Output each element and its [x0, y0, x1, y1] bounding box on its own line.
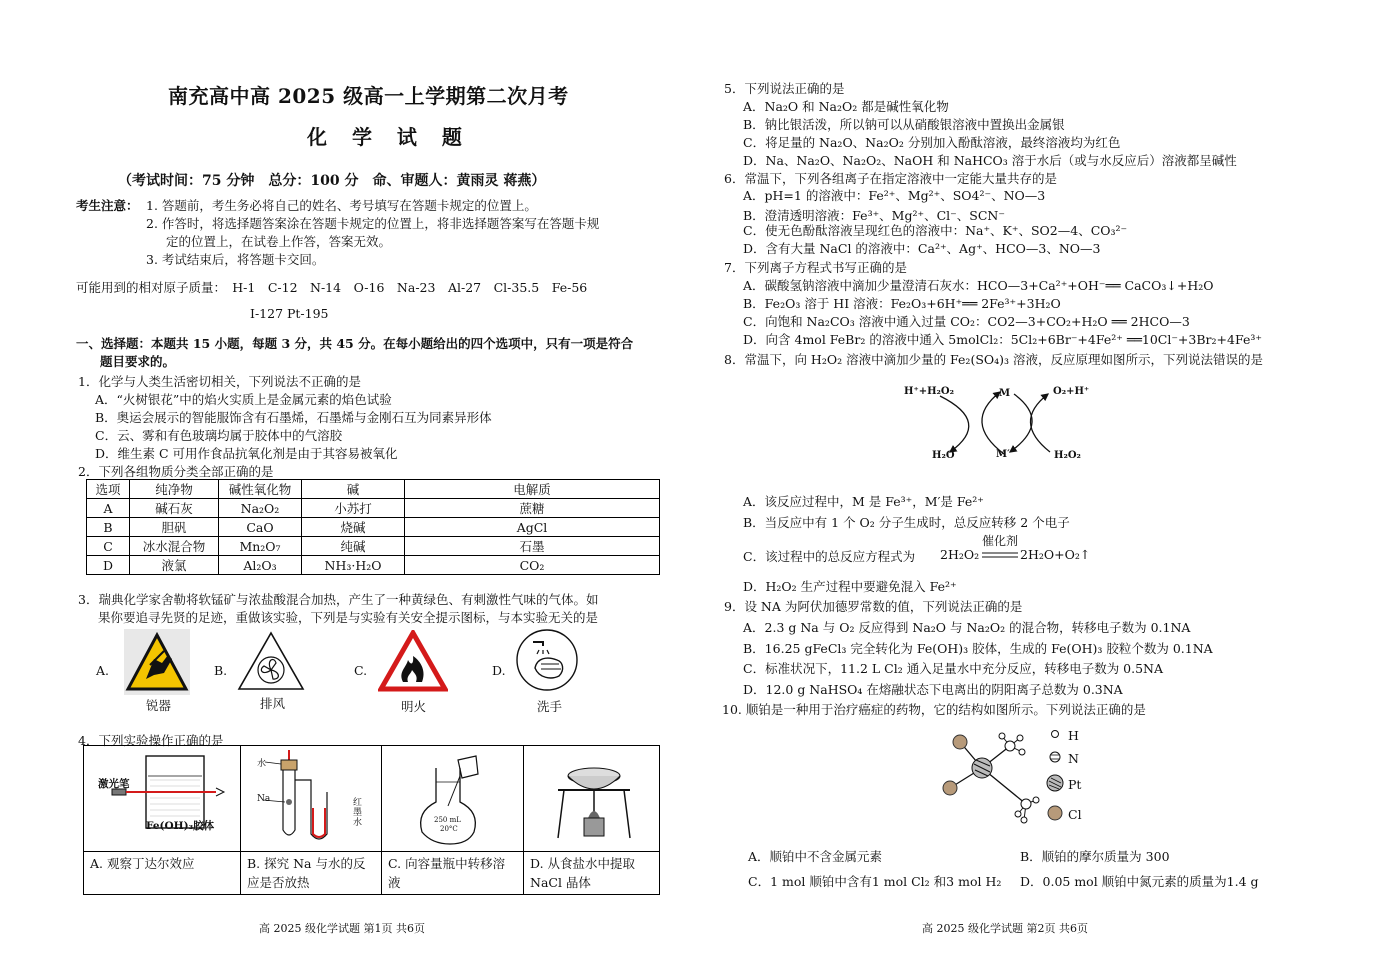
- equation-arrow-icon: [982, 551, 1018, 559]
- q4-caption-c: C. 向容量瓶中转移溶液: [382, 852, 524, 895]
- exam-subject: 化 学 试 题: [307, 125, 471, 149]
- q6-option-a: A．pH=1 的溶液中：Fe²⁺、Mg²⁺、SO4²⁻、NO—3: [743, 188, 1046, 203]
- q8-diagram-bottom-right: H₂O₂: [1054, 450, 1081, 461]
- table-cell: Na₂O₂: [219, 499, 302, 518]
- table-header: 电解质: [405, 480, 660, 499]
- q7-option-c: C．向饱和 Na₂CO₃ 溶液中通入过量 CO₂：CO2—3+CO₂+H₂O ══ 2HCO—3: [743, 314, 1190, 329]
- table-cell: 蔗糖: [405, 499, 660, 518]
- exhaust-fan-icon: [236, 630, 306, 692]
- q3-option-d-letter: D.: [492, 663, 506, 678]
- q9-option-b: B．16.25 gFeCl₃ 完全转化为 Fe(OH)₃ 胶体，生成的 Fe(OH)₃ 胶粒个数为 0.1NA: [743, 641, 1213, 656]
- q4-label-flask: 250 mL: [434, 816, 461, 824]
- q10-option-c: C．1 mol 顺铂中含有1 mol Cl₂ 和3 mol H₂: [748, 874, 1002, 889]
- table-cell: AgCl: [405, 518, 660, 537]
- q5-option-b: B．钠比银活泼，所以钠可以从硝酸银溶液中置换出金属银: [743, 117, 1065, 132]
- q4-figure-c: [382, 746, 524, 852]
- q2-table: [86, 479, 660, 575]
- q1-option-a: A．“火树银花”中的焰火实质上是金属元素的焰色试验: [95, 392, 392, 407]
- q7-option-d: D．向含 4mol FeBr₂ 的溶液中通入 5molCl₂：5Cl₂+6Br⁻+4Fe²⁺ ══10Cl⁻+3Br₂+4Fe³⁺: [743, 332, 1262, 347]
- q4-label-temp: 20°C: [440, 825, 458, 833]
- atom-legend-icons: [1046, 726, 1066, 826]
- volumetric-flask-figure: [382, 746, 521, 852]
- evaporating-dish-figure: [524, 746, 664, 852]
- q8-option-d: D．H₂O₂ 生产过程中要避免混入 Fe²⁺: [743, 579, 957, 594]
- table-cell: B: [87, 518, 130, 537]
- q8-option-b: B．当反应中有 1 个 O₂ 分子生成时，总反应转移 2 个电子: [743, 515, 1070, 530]
- table-cell: CaO: [219, 518, 302, 537]
- q6-option-b: B．澄清透明溶液：Fe³⁺、Mg²⁺、Cl⁻、SCN⁻: [743, 208, 1005, 223]
- q4-label-laser: 激光笔: [98, 778, 130, 790]
- q4-figure-row: [84, 746, 660, 852]
- table-cell: CO₂: [405, 556, 660, 575]
- table-cell: NH₃·H₂O: [302, 556, 405, 575]
- table-row: [87, 518, 660, 537]
- q4-label-colloid: Fe(OH)₃胶体: [146, 820, 215, 832]
- table-cell: Al₂O₃: [219, 556, 302, 575]
- q3-option-a-letter: A.: [96, 663, 110, 678]
- q4-label-water: 水: [257, 759, 267, 769]
- q8-diagram-bottom-left: H₂O: [932, 450, 955, 461]
- table-cell: D: [87, 556, 130, 575]
- table-cell: 冰水混合物: [130, 537, 219, 556]
- q8-diagram-m: M: [999, 388, 1011, 399]
- notice-2-cont: 定的位置上，在试卷上作答，答案无效。: [166, 234, 392, 249]
- atomic-masses-2: I-127 Pt-195: [250, 306, 329, 321]
- q4-label-red-ink: 红墨水: [353, 798, 363, 828]
- table-cell: 纯碱: [302, 537, 405, 556]
- table-row: [87, 556, 660, 575]
- q8-option-c: C．该过程中的总反应方程式为: [743, 549, 916, 564]
- table-cell: 碱石灰: [130, 499, 219, 518]
- table-cell: Mn₂O₇: [219, 537, 302, 556]
- q9-stem: 9．设 NA 为阿伏加德罗常数的值，下列说法正确的是: [724, 599, 1023, 614]
- q1-option-b: B．奥运会展示的智能服饰含有石墨烯，石墨烯与金刚石互为同素异形体: [95, 410, 492, 425]
- table-cell: A: [87, 499, 130, 518]
- open-flame-warning-icon: [378, 630, 448, 692]
- section-1-heading: 一、选择题：本题共 15 小题，每题 3 分，共 45 分。在每小题给出的四个选项中，只有一项是符合: [76, 336, 634, 351]
- q3-stem-2: 果你要追寻先贤的足迹，重做该实验，下列是与实验有关安全提示图标，与本实验无关的是: [98, 610, 599, 625]
- q8-equation-catalyst: 催化剂: [982, 534, 1019, 548]
- q4-caption-row: [84, 852, 660, 895]
- q4-caption-b: B. 探究 Na 与水的反应是否放热: [241, 852, 382, 895]
- notice-1: 1. 答题前，考生务必将自己的姓名、考号填写在答题卡规定的位置上。: [146, 198, 537, 213]
- q4-stem: 4．下列实验操作正确的是: [78, 733, 224, 748]
- q4-figure-b: [241, 746, 382, 852]
- q6-option-d: D．含有大量 NaCl 的溶液中：Ca²⁺、Ag⁺、HCO—3、NO—3: [743, 241, 1101, 256]
- legend-pt: Pt: [1068, 777, 1082, 792]
- table-header-row: [87, 480, 660, 499]
- q3-option-b-letter: B.: [214, 663, 228, 678]
- q4-caption-d: D. 从食盐水中提取 NaCl 晶体: [524, 852, 660, 895]
- legend-n: N: [1068, 751, 1079, 766]
- q8-stem: 8．常温下，向 H₂O₂ 溶液中滴加少量的 Fe₂(SO₄)₃ 溶液，反应原理如图所示，下列说法错误的是: [724, 352, 1264, 367]
- cisplatin-structure-figure: [940, 726, 1040, 826]
- q4-label-na: Na: [257, 794, 271, 804]
- q6-option-c: C．使无色酚酞溶液呈现红色的溶液中：Na⁺、K⁺、SO2—4、CO₃²⁻: [743, 223, 1128, 238]
- q8-equation-right: 2H₂O+O₂↑: [1020, 547, 1091, 562]
- q8-diagram-top-right: O₂+H⁺: [1053, 386, 1090, 397]
- table-cell: 液氯: [130, 556, 219, 575]
- q9-option-c: C．标准状况下，11.2 L Cl₂ 通入足量水中充分反应，转移电子数为 0.5NA: [743, 661, 1164, 676]
- q3-option-c-caption: 明火: [401, 699, 427, 714]
- table-cell: 石墨: [405, 537, 660, 556]
- footer-right: 高 2025 级化学试题 第2页 共6页: [922, 922, 1088, 935]
- section-1-heading-2: 题目要求的。: [100, 354, 176, 369]
- q5-option-c: C．将足量的 Na₂O、Na₂O₂ 分别加入酚酞溶液，最终溶液均为红色: [743, 135, 1121, 150]
- table-row: [87, 537, 660, 556]
- q3-stem: 3．瑞典化学家舍勒将软锰矿与浓盐酸混合加热，产生了一种黄绿色、有刺激性气味的气体。如: [78, 592, 599, 607]
- q7-option-a: A．碳酸氢钠溶液中滴加少量澄清石灰水：HCO—3+Ca²⁺+OH⁻══ CaCO₃↓+H₂O: [743, 278, 1214, 293]
- sharp-object-warning-icon: [124, 629, 190, 695]
- notice-label: 考生注意：: [76, 198, 139, 213]
- q7-stem: 7．下列离子方程式书写正确的是: [724, 260, 907, 275]
- q8-diagram-top-left: H⁺+H₂O₂: [904, 386, 955, 397]
- q1-option-c: C．云、雾和有色玻璃均属于胶体中的气溶胶: [95, 428, 343, 443]
- exam-title: 南充高中高 2025 级高一上学期第二次月考: [168, 84, 569, 108]
- legend-h: H: [1068, 728, 1079, 743]
- table-cell: 小苏打: [302, 499, 405, 518]
- table-row: [87, 499, 660, 518]
- footer-left: 高 2025 级化学试题 第1页 共6页: [259, 922, 425, 935]
- table-header: 选项: [87, 480, 130, 499]
- q7-option-b: B．Fe₂O₃ 溶于 HI 溶液：Fe₂O₃+6H⁺══ 2Fe³⁺+3H₂O: [743, 296, 1061, 311]
- table-cell: 胆矾: [130, 518, 219, 537]
- table-header: 碱: [302, 480, 405, 499]
- atomic-masses: 可能用到的相对原子质量： H-1 C-12 N-14 O-16 Na-23 Al-27 Cl-35.5 Fe-56: [76, 280, 588, 295]
- q10-option-d: D．0.05 mol 顺铂中氮元素的质量为1.4 g: [1020, 874, 1259, 889]
- q8-equation-left: 2H₂O₂: [940, 547, 980, 562]
- q8-diagram-m-prime: M′: [996, 449, 1010, 460]
- q8-option-a: A．该反应过程中，M 是 Fe³⁺，M′是 Fe²⁺: [743, 494, 984, 509]
- q1-option-d: D．维生素 C 可用作食品抗氧化剂是由于其容易被氧化: [95, 446, 398, 461]
- q5-option-d: D．Na、Na₂O、Na₂O₂、NaOH 和 NaHCO₃ 溶于水后（或与水反应后）溶液都呈碱性: [743, 153, 1237, 168]
- notice-2: 2. 作答时，将选择题答案涂在答题卡规定的位置上，将非选择题答案写在答题卡规: [146, 216, 600, 231]
- q4-figure-a: [84, 746, 241, 852]
- exam-info: （考试时间：75 分钟 总分：100 分 命、审题人：黄雨灵 蒋燕）: [118, 173, 546, 189]
- q4-figure-d: [524, 746, 660, 852]
- notice-3: 3. 考试结束后，将答题卡交回。: [146, 252, 325, 267]
- q9-option-d: D．12.0 g NaHSO₄ 在熔融状态下电离出的阴阳离子总数为 0.3NA: [743, 682, 1123, 697]
- q2-stem: 2．下列各组物质分类全部正确的是: [78, 464, 274, 479]
- q4-caption-a: A. 观察丁达尔效应: [84, 852, 241, 895]
- q3-option-c-letter: C.: [354, 663, 368, 678]
- table-cell: C: [87, 537, 130, 556]
- q3-option-b-caption: 排风: [260, 696, 286, 711]
- q10-option-b: B．顺铂的摩尔质量为 300: [1020, 849, 1170, 864]
- q10-stem: 10. 顺铂是一种用于治疗癌症的药物，它的结构如图所示。下列说法正确的是: [722, 702, 1146, 717]
- q1-stem: 1．化学与人类生活密切相关，下列说法不正确的是: [78, 374, 361, 389]
- table-cell: 烧碱: [302, 518, 405, 537]
- q6-stem: 6．常温下，下列各组离子在指定溶液中一定能大量共存的是: [724, 171, 1057, 186]
- q5-stem: 5．下列说法正确的是: [724, 81, 845, 96]
- q3-option-a-caption: 锐器: [146, 698, 172, 713]
- q9-option-a: A．2.3 g Na 与 O₂ 反应得到 Na₂O 与 Na₂O₂ 的混合物，转移电子数为 0.1NA: [743, 620, 1191, 635]
- q4-table: [83, 745, 660, 895]
- table-header: 碱性氧化物: [219, 480, 302, 499]
- q3-option-d-caption: 洗手: [537, 699, 563, 714]
- q10-option-a: A．顺铂中不含金属元素: [748, 849, 883, 864]
- table-header: 纯净物: [130, 480, 219, 499]
- q5-option-a: A．Na₂O 和 Na₂O₂ 都是碱性氧化物: [743, 99, 949, 114]
- tyndall-effect-figure: [84, 746, 238, 852]
- legend-cl: Cl: [1068, 807, 1082, 822]
- wash-hands-icon: [515, 628, 579, 692]
